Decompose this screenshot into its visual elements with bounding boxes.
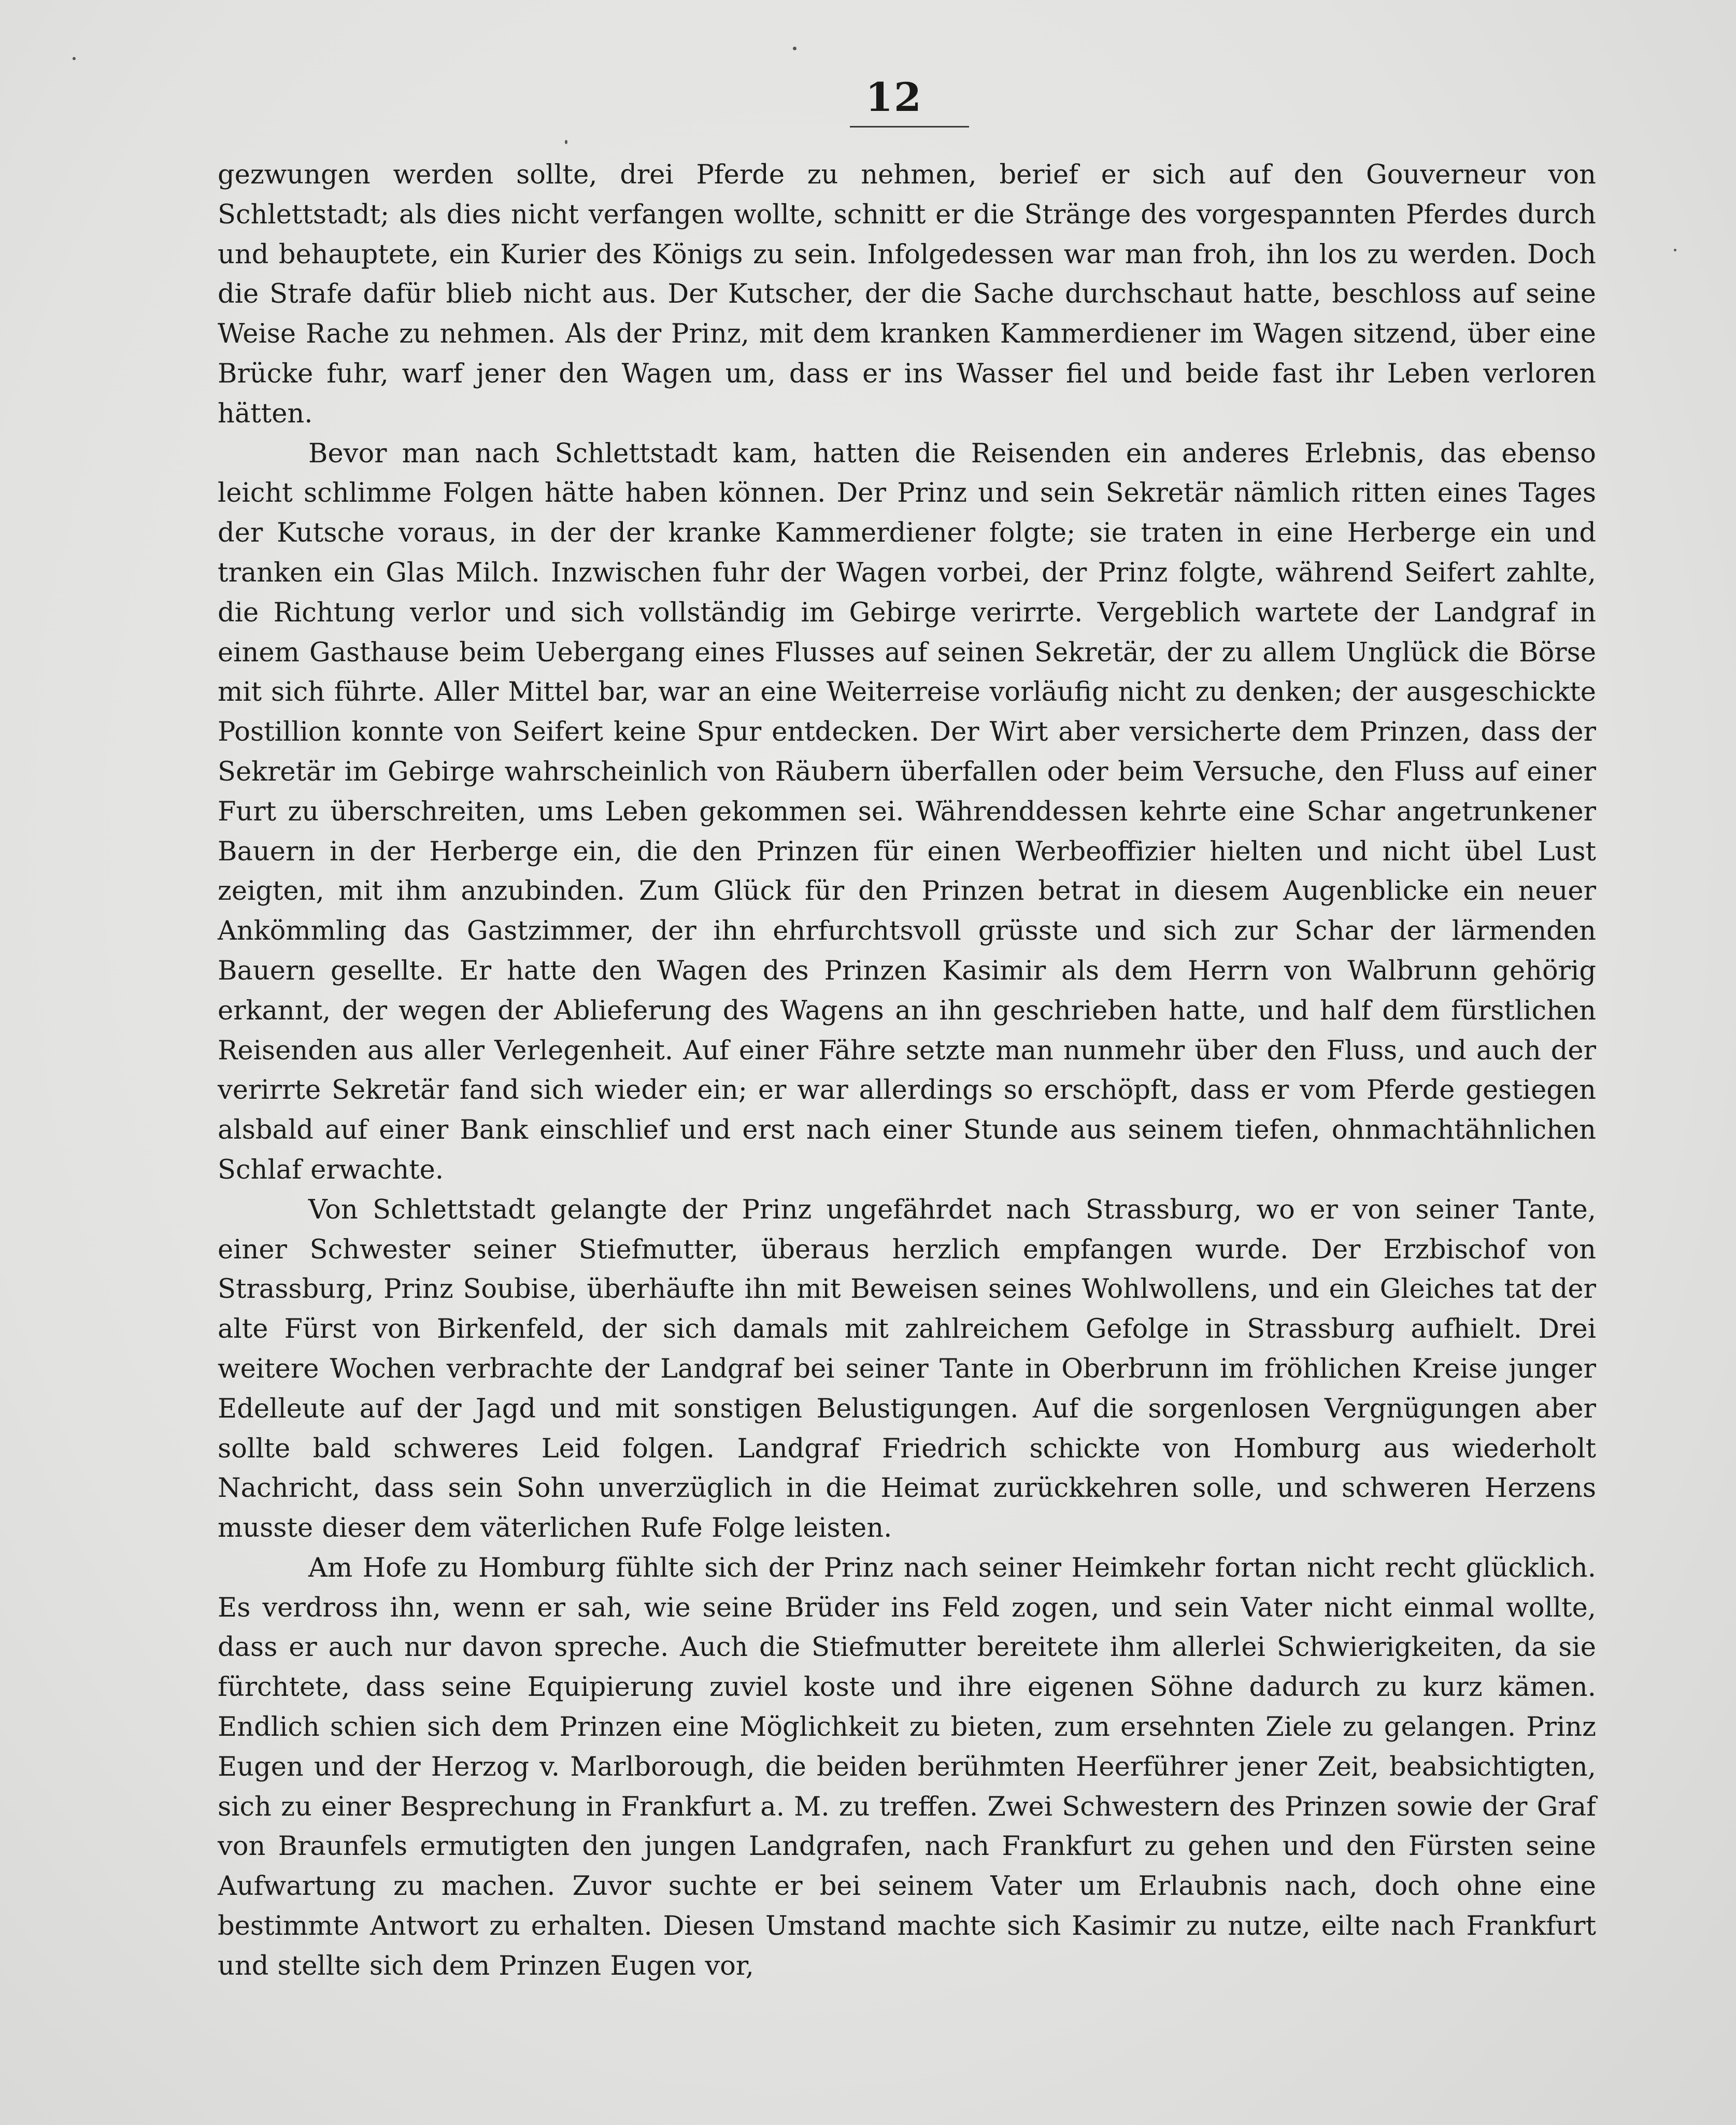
header-rule [850,126,969,128]
page-number: 12 [865,74,922,120]
paragraph-2: Bevor man nach Schlettstadt kam, hatten die Reisenden ein anderes Erlebnis, das ebenso leicht schlimme Folgen hätte haben können. Der Prinz und sein Sekretär nämlich ritten eines Tages der Kutsche voraus, in der der kranke Kammerdiener folgte; sie traten in eine Herberge ein und tranken ein Glas Milch. Inzwischen fuhr der Wagen vorbei, der Prinz folgte, während Seifert zahlte, die Richtung verlor und sich vollständig im Gebirge verirrte. Vergeblich wartete der Landgraf in einem Gasthause beim Uebergang eines Flusses auf seinen Sekretär, der zu allem Unglück die Börse mit sich führte. Aller Mittel bar, war an eine Weiterreise vorläufig nicht zu denken; der ausgeschickte Postillion konnte von Seifert keine Spur entdecken. Der Wirt aber versicherte dem Prinzen, dass der Sekretär im Gebirge wahrscheinlich von Räubern überfallen oder beim Versuche, den Fluss auf einer Furt zu überschreiten, ums Leben gekommen sei. Währenddessen kehrte eine Schar angetrunkener Bauern in der Herberge ein, die den Prinzen für einen Werbeoffizier hielten und nicht übel Lust zeigten, mit ihm anzubinden. Zum Glück für den Prinzen betrat in diesem Augenblicke ein neuer Ankömmling das Gastzimmer, der ihn ehrfurchtsvoll grüsste und sich zur Schar der lärmenden Bauern gesellte. Er hatte den Wagen des Prinzen Kasimir als dem Herrn von Walbrunn gehörig erkannt, der wegen der Ablieferung des Wagens an ihn geschrieben hatte, und half dem fürstlichen Reisenden aus aller Verlegenheit. Auf einer Fähre setzte man nunmehr über den Fluss, und auch der verirrte Sekretär fand sich wieder ein; er war allerdings so erschöpft, dass er vom Pferde gestiegen alsbald auf einer Bank einschlief und erst nach einer Stunde aus seinem tiefen, ohnmachtähnlichen Schlaf erwachte. [218,438,1596,1185]
scan-speck [565,140,567,144]
scan-speck [1674,249,1676,251]
paragraph-3: Von Schlettstadt gelangte der Prinz ungefährdet nach Strassburg, wo er von seiner Tante, einer Schwester seiner Stiefmutter, überaus herzlich empfangen wurde. Der Erzbischof von Strassburg, Prinz Soubise, überhäufte ihn mit Beweisen seines Wohlwollens, und ein Gleiches tat der alte Fürst von Birkenfeld, der sich damals mit zahlreichem Gefolge in Strassburg aufhielt. Drei weitere Wochen verbrachte der Landgraf bei seiner Tante in Oberbrunn im fröhlichen Kreise junger Edelleute auf der Jagd und mit sonstigen Belustigungen. Auf die sorgenlosen Vergnügungen aber sollte bald schweres Leid folgen. Landgraf Friedrich schickte von Homburg aus wiederholt Nachricht, dass sein Sohn unverzüglich in die Heimat zurückkehren solle, und schweren Herzens musste dieser dem väterlichen Rufe Folge leisten. [218,1194,1596,1544]
scan-speck [73,57,76,60]
paragraph-4: Am Hofe zu Homburg fühlte sich der Prinz nach seiner Heimkehr fortan nicht recht glücklich. Es verdross ihn, wenn er sah, wie seine Brüder ins Feld zogen, und sein Vater nicht einmal wollte, dass er auch nur davon spreche. Auch die Stiefmutter bereitete ihm allerlei Schwierigkeiten, da sie fürchtete, dass seine Equipierung zuviel koste und ihre eigenen Söhne dadurch zu kurz kämen. Endlich schien sich dem Prinzen eine Möglichkeit zu bieten, zum ersehnten Ziele zu gelangen. Prinz Eugen und der Herzog v. Marlborough, die beiden berühmten Heerführer jener Zeit, beabsichtigten, sich zu einer Besprechung in Frankfurt a. M. zu treffen. Zwei Schwestern des Prinzen sowie der Graf von Braunfels ermutigten den jungen Landgrafen, nach Frankfurt zu gehen und den Fürsten seine Aufwartung zu machen. Zuvor suchte er bei seinem Vater um Erlaubnis nach, doch ohne eine bestimmte Antwort zu erhalten. Diesen Umstand machte sich Kasimir zu nutze, eilte nach Frankfurt und stellte sich dem Prinzen Eugen vor, [218,1552,1596,1981]
scan-speck [793,47,796,50]
body-text [218,155,1596,1987]
paragraph-1: gezwungen werden sollte, drei Pferde zu nehmen, berief er sich auf den Gouverneur von Schlettstadt; als dies nicht verfangen wollte, schnitt er die Stränge des vorgespannten Pferdes durch und behauptete, ein Kurier des Königs zu sein. Infolgedessen war man froh, ihn los zu werden. Doch die Strafe dafür blieb nicht aus. Der Kutscher, der die Sache durchschaut hatte, beschloss auf seine Weise Rache zu nehmen. Als der Prinz, mit dem kranken Kammerdiener im Wagen sitzend, über eine Brücke fuhr, warf jener den Wagen um, dass er ins Wasser fiel und beide fast ihr Leben verloren hätten. [218,160,1596,429]
